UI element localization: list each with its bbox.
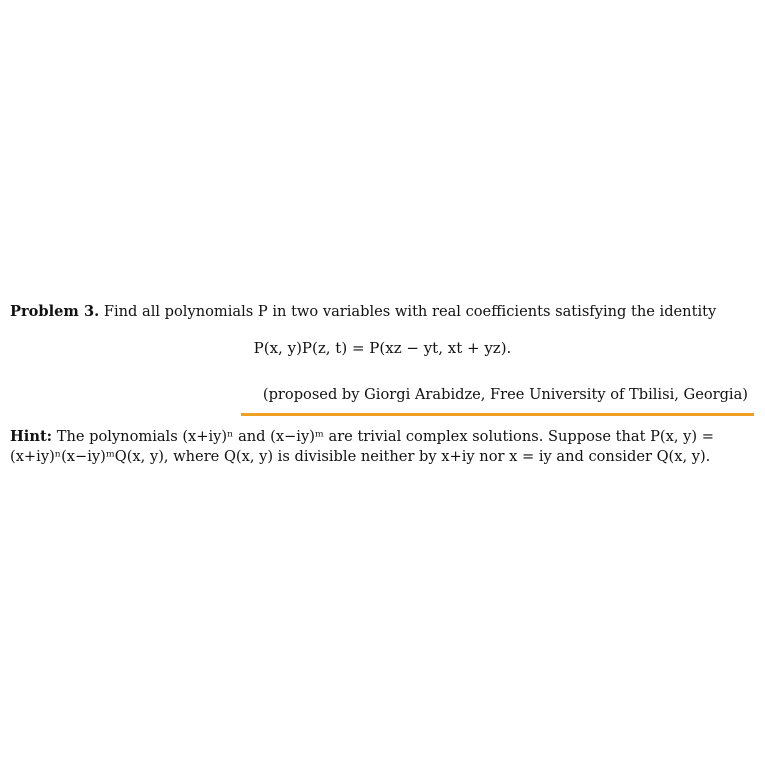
accent-divider [241,413,754,416]
hint-line-1: The polynomials (x+iy)ⁿ and (x−iy)ᵐ are trivial complex solutions. Suppose that P(x, y) = [56,428,714,445]
problem-text: Find all polynomials P in two variables with real coefficients satisfying the identity [103,303,717,320]
hint-line-2: (x+iy)ⁿ(x−iy)ᵐQ(x, y), where Q(x, y) is divisible neither by x+iy nor x = iy and consider Q(x, y). [10,448,711,465]
identity-equation: P(x, y)P(z, t) = P(xz − yt, xt + yz). [253,339,512,357]
hint-label: Hint: [10,428,53,445]
problem-label: Problem 3. [10,303,100,320]
problem-statement [10,302,755,322]
attribution: (proposed by Giorgi Arabidze, Free University of Tbilisi, Georgia) [262,386,748,403]
hint-paragraph [10,427,755,467]
